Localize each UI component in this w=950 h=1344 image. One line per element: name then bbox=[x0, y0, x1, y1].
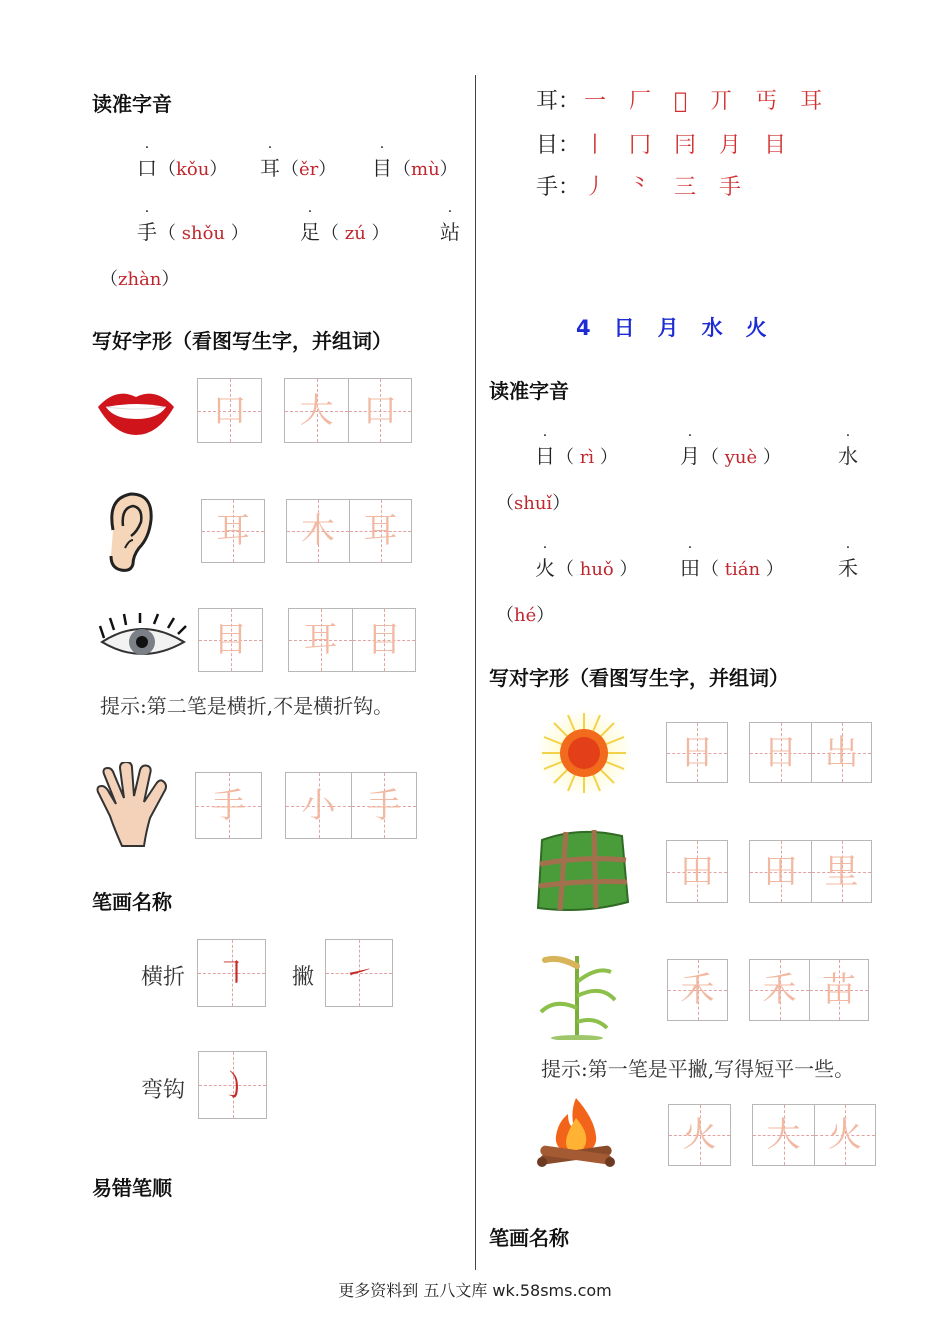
column-divider bbox=[475, 75, 476, 1270]
hint-text: 提示:第二笔是横折,不是横折钩。 bbox=[100, 694, 394, 718]
stroke-grid: ㇀ bbox=[325, 939, 393, 1007]
right-write-heading: 写对字形（看图写生字，并组词） bbox=[489, 666, 789, 690]
stroke-grid: ㇁ bbox=[198, 1051, 267, 1119]
read-pinyin: （ rì ） bbox=[556, 447, 618, 468]
grain-plant-icon bbox=[537, 936, 617, 1040]
field-icon bbox=[536, 826, 630, 914]
lips-icon bbox=[96, 385, 176, 437]
hand-icon bbox=[94, 762, 172, 850]
stroke-grid: ㇕ bbox=[197, 939, 266, 1007]
read-char: · 口 bbox=[137, 140, 157, 180]
read-pinyin: （ huǒ ） bbox=[556, 559, 638, 580]
word-grid[interactable]: 木 耳 bbox=[286, 499, 412, 563]
read-pinyin: （ěr） bbox=[281, 159, 337, 180]
read-char: · 田 bbox=[680, 540, 700, 580]
stroke-name: 弯钩 bbox=[141, 1078, 186, 1103]
read-char: · 水 bbox=[838, 428, 858, 468]
right-read-heading: 读准字音 bbox=[489, 379, 569, 403]
read-char: · 禾 bbox=[838, 540, 858, 580]
char-grid[interactable]: 禾 bbox=[667, 959, 728, 1021]
word-grid[interactable]: 大 口 bbox=[284, 378, 412, 443]
read-pinyin: （mù） bbox=[393, 159, 458, 180]
read-char: · 手 bbox=[137, 204, 157, 244]
read-pinyin: （hé） bbox=[496, 605, 555, 626]
read-char: · 站 bbox=[440, 204, 460, 244]
read-char: · 足 bbox=[300, 204, 320, 244]
stroke-name: 撇 bbox=[292, 965, 315, 990]
footer-text: 更多资料到 五八文库 wk.58sms.com bbox=[338, 1281, 612, 1300]
read-pinyin: （ zú ） bbox=[321, 223, 390, 244]
char-grid[interactable]: 火 bbox=[668, 1104, 731, 1166]
char-grid[interactable]: 日 bbox=[666, 722, 728, 783]
read-pinyin: （shuǐ） bbox=[496, 493, 571, 514]
word-grid[interactable]: 耳 目 bbox=[288, 608, 416, 672]
read-pinyin: （ shǒu ） bbox=[158, 223, 249, 244]
char-grid[interactable]: 口 bbox=[197, 378, 262, 443]
read-char: · 月 bbox=[680, 428, 700, 468]
char-grid[interactable]: 田 bbox=[666, 840, 728, 903]
read-pinyin: （ tián ） bbox=[701, 559, 784, 580]
lesson-title: 4 日 月 水 火 bbox=[576, 316, 768, 340]
word-grid[interactable]: 禾 苗 bbox=[749, 959, 869, 1021]
word-grid[interactable]: 大 火 bbox=[752, 1104, 876, 1166]
sun-icon bbox=[534, 709, 634, 797]
read-pinyin: （zhàn） bbox=[100, 269, 180, 290]
read-pinyin: （kǒu） bbox=[158, 159, 228, 180]
ear-icon bbox=[103, 490, 155, 574]
char-grid[interactable]: 手 bbox=[195, 772, 262, 839]
left-write-heading: 写好字形（看图写生字，并组词） bbox=[92, 329, 392, 353]
hint-text: 提示:第一笔是平撇,写得短平一些。 bbox=[541, 1057, 855, 1081]
read-char: · 火 bbox=[535, 540, 555, 580]
stroke-name: 横折 bbox=[141, 965, 186, 990]
eye-icon bbox=[98, 612, 188, 668]
char-grid[interactable]: 耳 bbox=[201, 499, 265, 563]
read-pinyin: （ yuè ） bbox=[701, 447, 781, 468]
word-grid[interactable]: 日 出 bbox=[749, 722, 872, 783]
campfire-icon bbox=[534, 1096, 618, 1170]
right-stroke-heading: 笔画名称 bbox=[489, 1226, 569, 1250]
stroke-order-row: 目： 丨 冂 冃 月 目 bbox=[536, 133, 794, 158]
read-char: · 目 bbox=[372, 140, 392, 180]
left-read-heading: 读准字音 bbox=[92, 92, 172, 116]
read-char: · 日 bbox=[535, 428, 555, 468]
char-grid[interactable]: 目 bbox=[198, 608, 263, 672]
stroke-order-row: 耳： 一 厂 𠀉 丌 丐 耳 bbox=[536, 89, 831, 114]
left-order-heading: 易错笔顺 bbox=[92, 1176, 172, 1200]
left-stroke-heading: 笔画名称 bbox=[92, 890, 172, 914]
stroke-order-row: 手： 丿 ⺀ 三 手 bbox=[536, 175, 749, 200]
word-grid[interactable]: 小 手 bbox=[285, 772, 417, 839]
read-char: · 耳 bbox=[260, 140, 280, 180]
word-grid[interactable]: 田 里 bbox=[749, 840, 872, 903]
